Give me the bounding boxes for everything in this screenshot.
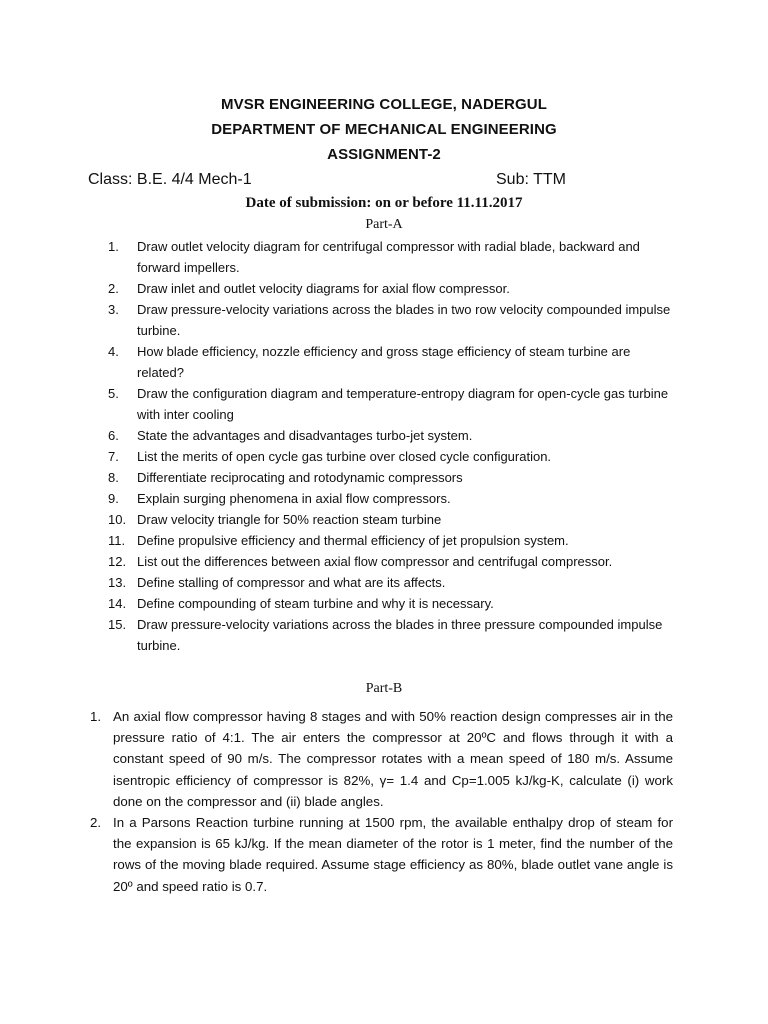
item-number: 9. — [108, 491, 119, 506]
item-text: Define compounding of steam turbine and why it is necessary. — [137, 596, 494, 611]
list-item — [0, 572, 677, 593]
part-a-list — [0, 236, 677, 656]
item-number: 1. — [108, 239, 119, 254]
list-item — [0, 551, 677, 572]
item-number: 5. — [108, 386, 119, 401]
list-item — [0, 467, 677, 488]
item-text: Differentiate reciprocating and rotodynamic compressors — [137, 470, 463, 485]
item-text: Draw the configuration diagram and temperature-entropy diagram for open-cycle gas turbine with inter cooling — [137, 386, 669, 422]
part-a-heading: Part-A — [365, 217, 403, 232]
list-item — [0, 488, 677, 509]
item-text: Draw pressure-velocity variations across the blades in three pressure compounded impulse turbine. — [137, 617, 663, 653]
submission-date: Date of submission: on or before 11.11.2017 — [245, 195, 523, 211]
item-number: 15. — [108, 617, 127, 632]
item-number: 7. — [108, 449, 119, 464]
list-item — [0, 593, 677, 614]
part-b-list — [0, 706, 673, 897]
item-text: How blade efficiency, nozzle efficiency and gross stage efficiency of steam turbine are related? — [137, 344, 631, 380]
item-number: 6. — [108, 428, 119, 443]
item-text: Draw inlet and outlet velocity diagrams for axial flow compressor. — [137, 281, 510, 296]
item-text: Define propulsive efficiency and thermal efficiency of jet propulsion system. — [137, 533, 569, 548]
item-text: Define stalling of compressor and what are its affects. — [137, 575, 446, 590]
item-number: 13. — [108, 575, 127, 590]
list-item — [0, 509, 677, 530]
list-item — [0, 425, 677, 446]
item-number: 1. — [90, 709, 102, 724]
item-number: 14. — [108, 596, 127, 611]
item-number: 2. — [108, 281, 119, 296]
item-text: List the merits of open cycle gas turbine over closed cycle configuration. — [137, 449, 552, 464]
list-item — [0, 614, 677, 656]
item-text: List out the differences between axial flow compressor and centrifugal compressor. — [137, 554, 613, 569]
item-number: 10. — [108, 512, 127, 527]
list-item — [0, 299, 677, 341]
item-text: State the advantages and disadvantages turbo-jet system. — [137, 428, 473, 443]
item-number: 11. — [108, 533, 126, 548]
assignment-title: ASSIGNMENT-2 — [327, 146, 441, 163]
subject-label: Sub: TTM — [496, 171, 566, 188]
item-number: 12. — [108, 554, 127, 569]
list-item — [0, 278, 677, 299]
item-text: Draw pressure-velocity variations across the blades in two row velocity compounded impulse turbine. — [137, 302, 671, 338]
list-item — [0, 383, 677, 425]
list-item — [0, 530, 677, 551]
list-item — [0, 236, 677, 278]
item-number: 2. — [90, 815, 102, 831]
item-text: Draw outlet velocity diagram for centrifugal compressor with radial blade, backward and forward impellers. — [137, 239, 640, 275]
item-text: Explain surging phenomena in axial flow compressors. — [137, 491, 451, 506]
item-text: An axial flow compressor having 8 stages and with 50% reaction design compresses air in the pressure ratio of 4:1. The air enters the compressor at 20ºC and flows through it with a constant speed of 90 m/s. The compressor rotates with a mean speed of 180 m/s. Assume isentropic efficiency of compressor is 82%, γ= 1.4 and Cp=1.005 kJ/kg-K, calculate (i) work done on the compressor and (ii) blade angles. — [113, 709, 673, 809]
item-number: 8. — [108, 470, 119, 485]
list-item — [0, 446, 677, 467]
part-b-heading: Part-B — [365, 681, 403, 696]
college-name: MVSR ENGINEERING COLLEGE, NADERGUL — [221, 96, 547, 113]
list-item — [0, 341, 677, 383]
class-label: Class: B.E. 4/4 Mech-1 — [88, 171, 252, 188]
list-item — [0, 706, 673, 812]
department-name: DEPARTMENT OF MECHANICAL ENGINEERING — [211, 121, 557, 138]
item-number: 3. — [108, 302, 119, 317]
item-text: Draw velocity triangle for 50% reaction steam turbine — [137, 512, 442, 527]
list-item — [0, 812, 673, 897]
item-text: In a Parsons Reaction turbine running at 1500 rpm, the available enthalpy drop of steam for the expansion is 65 kJ/kg. If the mean diameter of the rotor is 1 meter, find the number of the rows of the moving blade required. Assume stage efficiency as 80%, blade outlet vane angle is 20º and speed ratio is 0.7. — [113, 815, 673, 894]
item-number: 4. — [108, 344, 119, 359]
